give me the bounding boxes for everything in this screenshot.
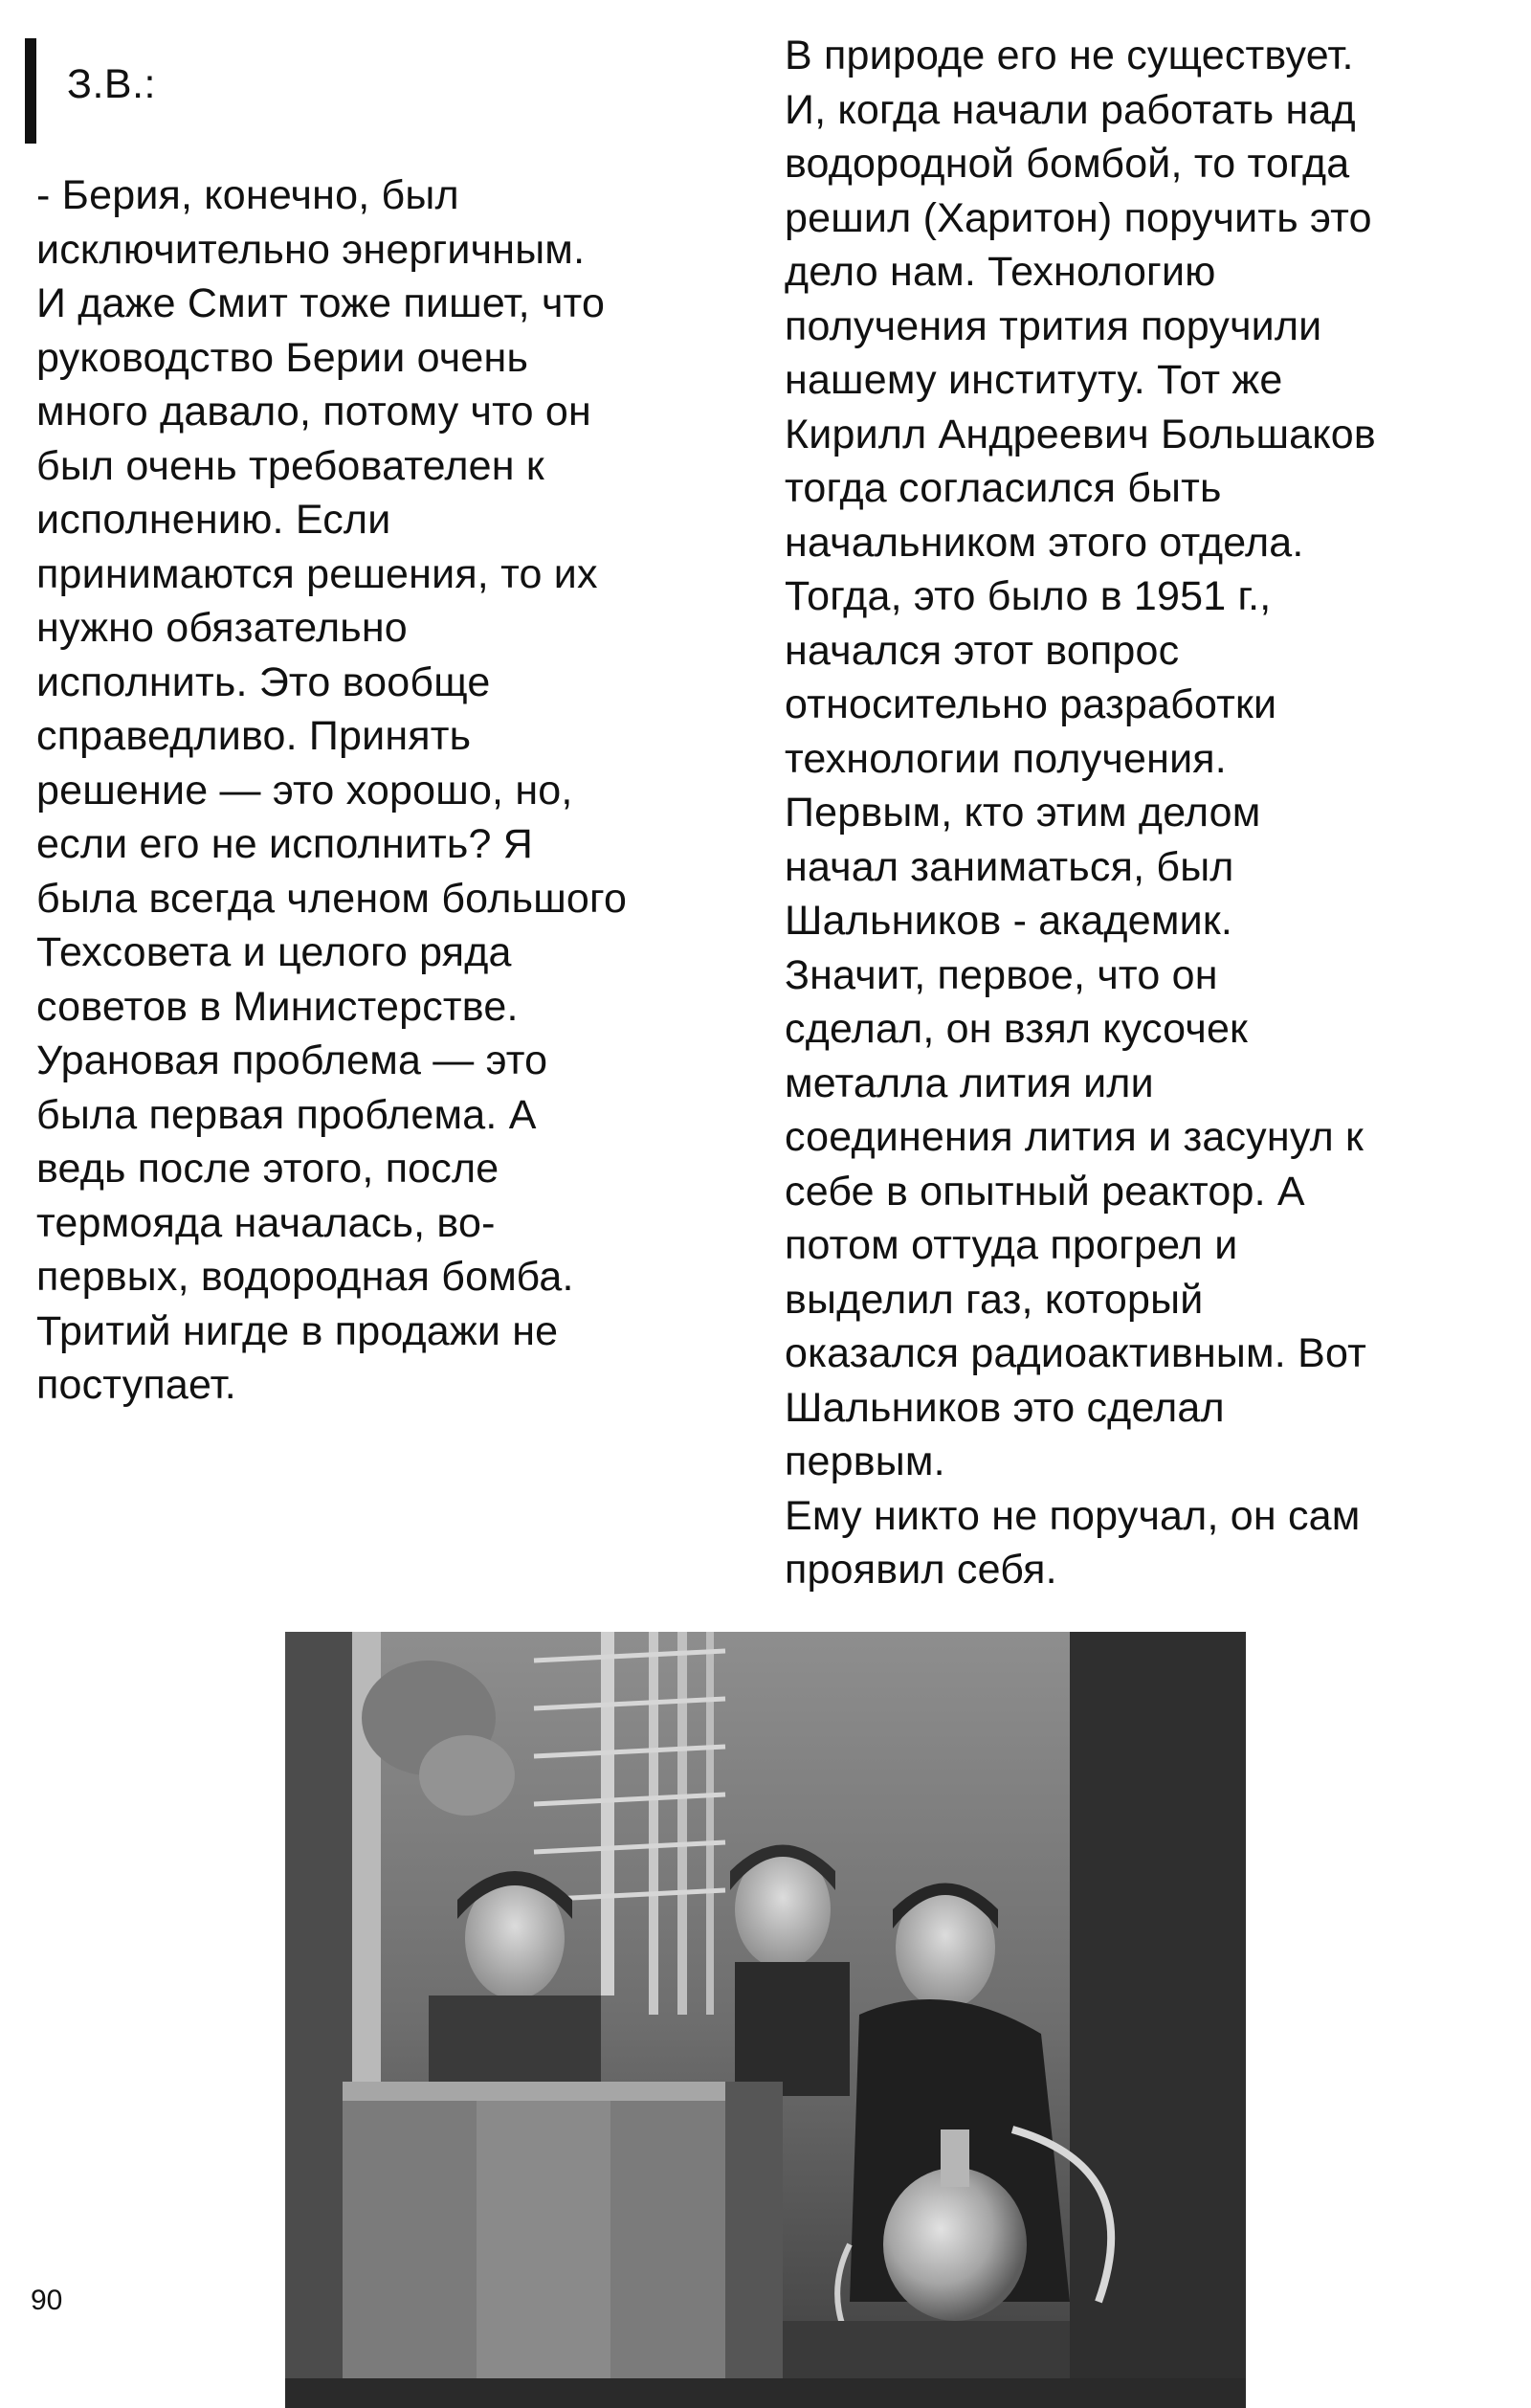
text-line: Тогда, это было в 1951 г., xyxy=(785,573,1272,619)
text-line: соединения лития и засунул к xyxy=(785,1114,1365,1160)
text-line: Шальников это сделал xyxy=(785,1384,1225,1431)
text-line: И, когда начали работать над xyxy=(785,86,1356,133)
text-line: Первым, кто этим делом xyxy=(785,790,1261,836)
text-line: начался этот вопрос xyxy=(785,627,1180,674)
text-line: начал заниматься, был xyxy=(785,843,1234,890)
text-line: Техсовета и целого ряда xyxy=(36,929,512,975)
photo-illustration xyxy=(285,1632,1246,2408)
text-line: И даже Смит тоже пишет, что xyxy=(36,280,606,326)
text-line: тогда согласился быть xyxy=(785,465,1222,511)
text-line: исполнению. Если xyxy=(36,497,391,543)
text-line: руководство Берии очень xyxy=(36,334,529,381)
text-line: оказался радиоактивным. Вот xyxy=(785,1330,1367,1376)
speaker-label: З.В.: xyxy=(67,61,156,107)
text-line: первых, водородная бомба. xyxy=(36,1254,574,1300)
text-line: исключительно энергичным. xyxy=(36,226,586,273)
text-line: поступает. xyxy=(36,1362,236,1408)
text-line: решил (Харитон) поручить это xyxy=(785,194,1372,241)
page-number: 90 xyxy=(31,2285,63,2316)
text-line: справедливо. Принять xyxy=(36,713,472,759)
text-line: дело нам. Технологию xyxy=(785,249,1216,295)
text-line: себе в опытный реактор. А xyxy=(785,1168,1305,1215)
text-line: решение — это хорошо, но, xyxy=(36,767,573,814)
text-line: ведь после этого, после xyxy=(36,1146,499,1192)
text-line: потом оттуда прогрел и xyxy=(785,1222,1238,1268)
text-line: - Берия, конечно, был xyxy=(36,172,459,218)
text-line: был очень требователен к xyxy=(36,442,544,489)
text-line: получения трития поручили xyxy=(785,302,1322,349)
text-line: Значит, первое, что он xyxy=(785,951,1218,998)
text-line: советов в Министерстве. xyxy=(36,983,519,1030)
text-line: металла лития или xyxy=(785,1059,1154,1106)
laboratory-photo xyxy=(285,1632,1246,2408)
text-line: первым. xyxy=(785,1438,945,1484)
right-text-column xyxy=(785,29,1512,1597)
text-line: нашему институту. Тот же xyxy=(785,357,1283,403)
text-line: водородной бомбой, то тогда xyxy=(785,141,1350,187)
text-line: относительно разработки xyxy=(785,681,1277,727)
text-line: была первая проблема. А xyxy=(36,1091,537,1138)
text-line: если его не исполнить? Я xyxy=(36,821,534,867)
text-line: Кирилл Андреевич Большаков xyxy=(785,411,1376,457)
text-line: Шальников - академик. xyxy=(785,898,1232,944)
text-line: сделал, он взял кусочек xyxy=(785,1006,1249,1052)
text-line: исполнить. Это вообще xyxy=(36,658,491,705)
text-line: В природе его не существует. xyxy=(785,33,1354,78)
text-line: нужно обязательно xyxy=(36,605,408,651)
text-line: была всегда членом большого xyxy=(36,875,628,922)
text-line: принимаются решения, то их xyxy=(36,550,598,597)
text-line: много давало, потому что он xyxy=(36,389,591,435)
text-line: Урановая проблема — это xyxy=(36,1037,548,1083)
speaker-marker-bar xyxy=(25,38,36,144)
text-line: проявил себя. xyxy=(785,1547,1057,1593)
text-line: технологии получения. xyxy=(785,735,1227,782)
text-line: Ему никто не поручал, он сам xyxy=(785,1492,1361,1539)
text-line: выделил газ, который xyxy=(785,1276,1204,1323)
text-line: начальником этого отдела. xyxy=(785,519,1304,566)
text-line: термояда началась, во- xyxy=(36,1199,496,1246)
text-line: Тритий нигде в продажи не xyxy=(36,1307,559,1354)
left-text-column xyxy=(36,168,744,1413)
